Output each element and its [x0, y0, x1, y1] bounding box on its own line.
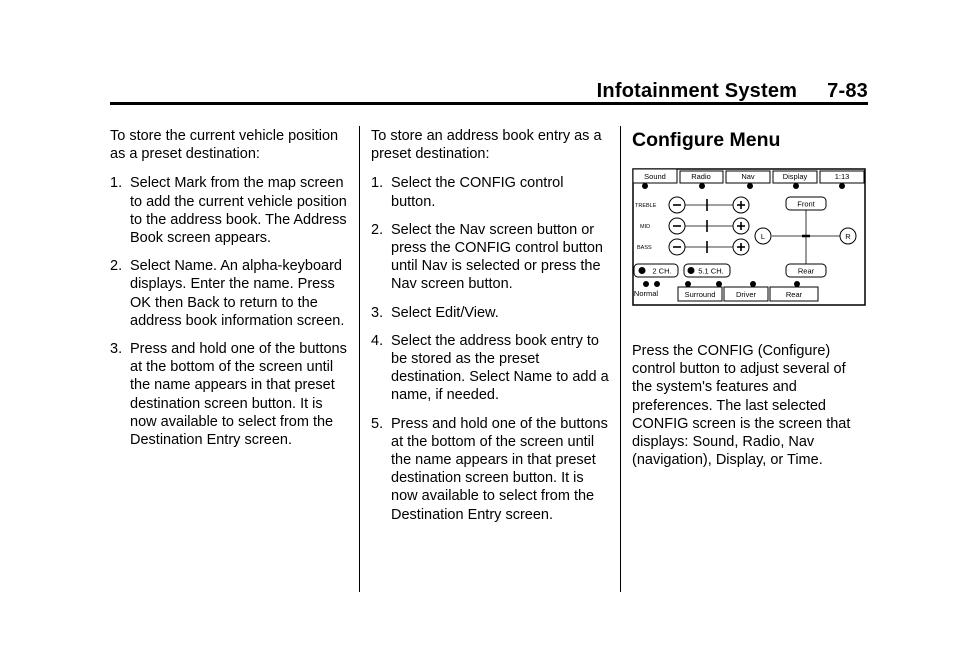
- list-item: 2. Select the Nav screen button or press the CONFIG control button until Nav is selected or press the Nav screen button.: [371, 221, 603, 293]
- front-button-label: Front: [797, 199, 815, 209]
- page-number: 7-83: [827, 80, 868, 102]
- right-column: [632, 128, 868, 480]
- bass-label: BASS: [637, 245, 652, 251]
- tab-surround: Surround: [684, 290, 716, 299]
- tab-nav: Nav: [741, 172, 755, 181]
- mode-51ch: 5.1 CH.: [698, 266, 724, 276]
- tab-radio: Radio: [691, 172, 711, 181]
- list-item: 1. Select the CONFIG control button.: [371, 175, 564, 210]
- rear-button-label: Rear: [797, 266, 815, 276]
- page-header: [110, 80, 868, 103]
- middle-steps: [371, 174, 609, 523]
- normal-label: Normal: [633, 289, 659, 298]
- tab-display: Display: [782, 172, 808, 181]
- column-divider-1: [359, 126, 360, 592]
- left-intro: To store the current vehicle position as a preset destination:: [110, 128, 339, 163]
- tab-time: 1:13: [834, 172, 850, 181]
- tab-rear: Rear: [785, 290, 803, 299]
- mode-2ch: 2 CH.: [652, 266, 672, 276]
- list-item: 2. Select Name. An alpha-keyboard displays. Enter the name. Press OK then Back to return to the address book information screen.: [110, 258, 345, 329]
- config-paragraph: Press the CONFIG (Configure) control button to adjust several of the system's features and preferences. The last selected CONFIG screen is the screen that displays: Sound, Radio, Nav (navigation), Display, or Time.: [632, 343, 851, 469]
- tab-driver: Driver: [736, 290, 756, 299]
- left-column: [110, 127, 348, 459]
- header-title: Infotainment System: [596, 80, 798, 102]
- config-screen-illustration: [632, 168, 866, 306]
- list-item: 3. Press and hold one of the buttons at the bottom of the screen until the name appears in that preset destination screen button. It is now available to select from the Destination Entry screen.: [110, 341, 347, 449]
- list-item: 5. Press and hold one of the buttons at the bottom of the screen until the name appears in that preset destination screen button. It is now available to select from the Destination Entry screen.: [371, 415, 608, 523]
- column-divider-2: [620, 126, 621, 592]
- middle-intro: To store an address book entry as a preset destination:: [371, 128, 602, 163]
- list-item: 3. Select Edit/View.: [371, 304, 499, 321]
- section-title: Configure Menu: [632, 129, 781, 151]
- list-item: 4. Select the address book entry to be stored as the preset destination. Select Name to add a name, if needed.: [371, 332, 609, 404]
- mid-label: MID: [640, 224, 651, 230]
- tab-sound: Sound: [644, 172, 666, 181]
- list-item: 1. Select Mark from the map screen to add the current vehicle position to the address book. The Address Book screen appears.: [110, 175, 347, 247]
- right-button-label: R: [845, 232, 851, 241]
- left-button-label: L: [760, 232, 766, 241]
- header-rule: [110, 102, 868, 105]
- treble-label: TREBLE: [635, 203, 657, 209]
- middle-column: [371, 127, 609, 534]
- left-steps: [110, 174, 348, 449]
